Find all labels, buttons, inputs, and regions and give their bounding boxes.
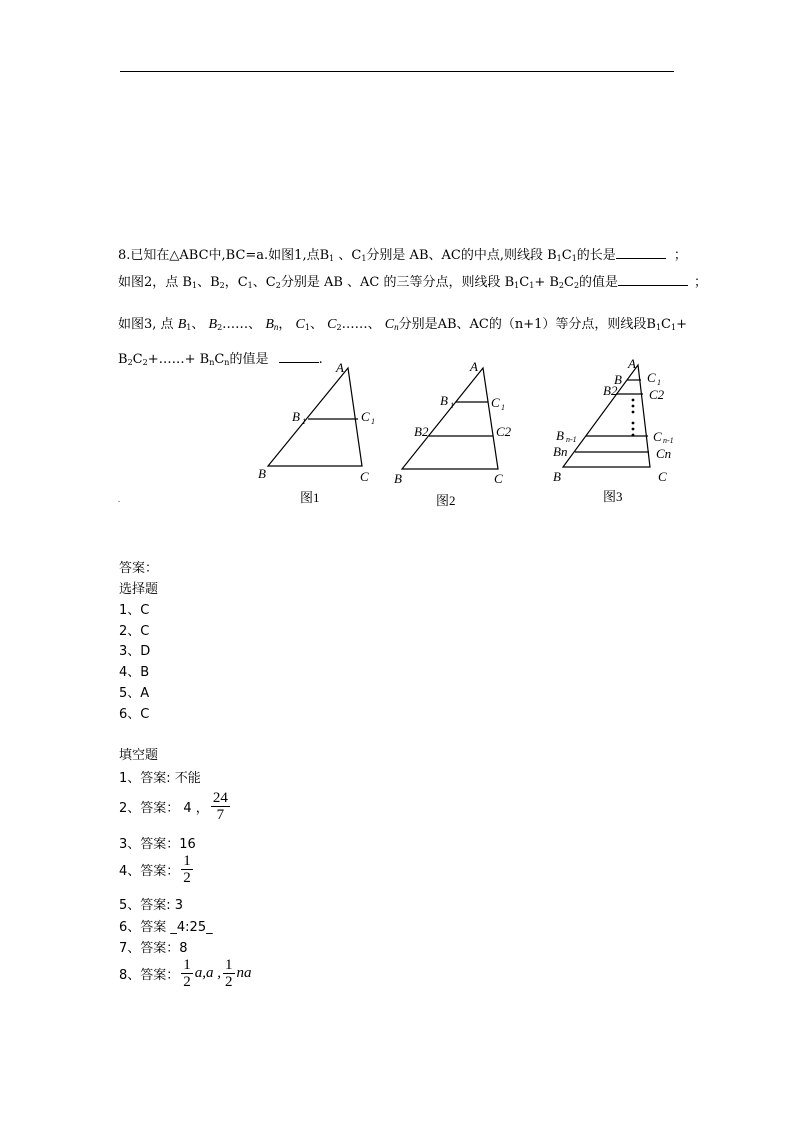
label-a: A (628, 356, 636, 371)
label-b2: B2 (414, 424, 429, 439)
choice-title: 选择题 (119, 582, 159, 597)
answer-blank[interactable] (616, 246, 666, 259)
answer-text: 2、答案： 4 ， (119, 801, 209, 816)
label-c: C (494, 471, 503, 486)
sub: 1 (329, 254, 335, 263)
sub: 1 (514, 281, 520, 290)
sub: 2 (275, 281, 281, 290)
choice-answer: 6、C (119, 707, 150, 722)
sub: 1 (191, 281, 198, 290)
q8-text: C (132, 352, 143, 367)
label-c2: C2 (649, 387, 665, 402)
sub: 1 (571, 254, 577, 263)
sub: 1 (556, 254, 562, 263)
q8-text: + (676, 317, 687, 332)
sub: 2 (217, 323, 223, 332)
q8-text: 的值是 (229, 352, 269, 367)
fill-answer-1: 1、答案: 不能 (119, 771, 201, 786)
fraction (223, 957, 235, 990)
fill-answer-8 (119, 957, 252, 990)
q8-text: 8.已知在△ABC中,BC=a.如图1,点B (118, 248, 330, 263)
sub: n (224, 358, 230, 367)
sub: 1 (247, 281, 253, 290)
label-sub: 1 (657, 378, 661, 387)
choice-answer: 5、A (119, 686, 150, 701)
fig3-dot (632, 405, 635, 408)
q8-text: ……、 (222, 317, 262, 332)
label-a: A (336, 360, 344, 375)
sub: 2 (219, 281, 225, 290)
label-cn1: C (653, 429, 662, 444)
fill-answer-3: 3、答案：16 (119, 837, 196, 852)
q8-text: C (214, 352, 225, 367)
fig3-dot (632, 434, 635, 437)
q8-text: 、 (309, 317, 323, 332)
q8-text: 分别是AB、AC的（n+1）等分点，则线段B (398, 317, 656, 332)
label-cn: Cn (656, 446, 672, 461)
fill-answer-5: 5、答案: 3 (119, 898, 184, 913)
fig3-dot (632, 422, 635, 425)
var-c: C (327, 317, 337, 332)
label-c: C (658, 469, 667, 484)
label-b1: B (614, 372, 622, 387)
fig1-triangle (268, 368, 362, 466)
fill-answer-7: 7、答案：8 (119, 941, 188, 956)
fill-answer-6: 6、答案 _4:25_ (119, 920, 213, 935)
choice-answer: 2、C (119, 624, 150, 639)
fraction (181, 853, 193, 886)
sub: 1 (655, 323, 662, 332)
header-rule (120, 71, 674, 72)
q8-text: 、C (252, 275, 276, 290)
q8-text: 分别是 AB、AC的中点,则线段 B (366, 248, 557, 263)
denominator: 2 (183, 870, 191, 886)
q8-text: ，C (224, 275, 248, 290)
q8-text: 、B (197, 275, 220, 290)
sub: 2 (573, 281, 580, 290)
label-bn: Bn (553, 444, 568, 459)
fig3-dot (632, 399, 635, 402)
label-c: C (360, 469, 369, 484)
label-b: B (394, 471, 402, 486)
var-b: B (265, 317, 274, 332)
numerator: 1 (225, 957, 233, 973)
q8-text: +……+ B (147, 352, 210, 367)
sub: n (273, 322, 279, 332)
sub: 1 (670, 323, 677, 332)
label-b1: B (440, 393, 448, 408)
q8-text: 、C (338, 248, 362, 263)
choice-answer: 4、B (119, 665, 150, 680)
label-b: B (258, 466, 266, 481)
q8-text: ； (673, 248, 687, 263)
denominator: 7 (216, 807, 225, 823)
label-bn1: B (556, 428, 564, 443)
q8-text: 、 (191, 317, 205, 332)
answer-text: 4、答案： (119, 864, 180, 879)
fraction (211, 790, 230, 823)
sub: 2 (336, 323, 342, 332)
q8-text: 的值是 (579, 275, 619, 290)
numerator: 24 (212, 790, 228, 806)
fig3-dot (632, 428, 635, 431)
q8-text: 如图2，点 B (118, 275, 192, 290)
sub: 1 (529, 281, 535, 290)
sub: n (209, 358, 215, 367)
label-sub: 1 (371, 417, 375, 426)
fig3-caption: 图3 (603, 489, 623, 504)
label-c2: C2 (496, 424, 512, 439)
label-c1: C (361, 409, 370, 424)
q8-text: B (118, 352, 128, 367)
sub: 1 (186, 323, 192, 332)
fill-answer-2 (119, 790, 232, 823)
q8-line-3 (118, 313, 687, 333)
var-b: B (208, 317, 218, 332)
fraction (181, 957, 193, 990)
q8-line-1 (118, 244, 687, 263)
denominator: 2 (183, 974, 191, 990)
answer-text: 8、答案： (119, 968, 180, 983)
label-c1: C (647, 370, 656, 385)
q8-text: 的长是 (576, 248, 616, 263)
label-sub: 1 (450, 401, 454, 410)
label-sub: n-1 (663, 436, 674, 445)
q8-text: + B (534, 275, 559, 290)
q8-text: 分别是 AB 、AC 的三等分点，则线段 B (280, 275, 515, 290)
stray-dot: . (118, 495, 120, 504)
choice-answer: 1、C (119, 603, 150, 618)
label-c1: C (491, 395, 500, 410)
q8-text: ， (278, 317, 292, 332)
label-sub: 1 (302, 417, 306, 426)
label-sub: 1 (501, 403, 505, 412)
answer-expr: a,a , (194, 965, 222, 981)
answer-expr: na (236, 965, 252, 981)
denominator: 2 (225, 974, 233, 990)
q8-text: C (561, 248, 572, 263)
numerator: 1 (183, 853, 191, 869)
fig1-caption: 图1 (300, 490, 320, 505)
q8-text: C (563, 275, 574, 290)
q8-text: C (519, 275, 530, 290)
q8-line-2 (118, 271, 707, 290)
fill-title: 填空题 (119, 748, 159, 763)
fig2-triangle (402, 368, 498, 469)
numerator: 1 (183, 957, 191, 973)
label-sub: n-1 (566, 435, 577, 444)
choice-answer: 3、D (119, 644, 151, 659)
q8-text: C (661, 317, 671, 332)
sub: 2 (127, 358, 133, 367)
q8-text: ……、 (341, 317, 381, 332)
fig2-caption: 图2 (436, 493, 456, 508)
var-c: C (295, 317, 305, 332)
label-b1: B (292, 409, 300, 424)
q8-text: ； (694, 275, 708, 290)
label-b: B (553, 469, 561, 484)
q8-text: . (318, 352, 323, 367)
var-c: C (384, 317, 395, 332)
sub: 2 (142, 358, 148, 367)
figures (0, 355, 793, 555)
answer-blank[interactable] (618, 273, 688, 286)
q8-text: 如图3, 点 (118, 317, 174, 332)
sub: 1 (304, 323, 310, 332)
label-a: A (470, 359, 478, 374)
fig3-dot (632, 411, 635, 414)
fill-answer-4 (119, 853, 195, 886)
sub: 2 (558, 281, 564, 290)
label-b2: B2 (603, 383, 618, 398)
sub: 1 (361, 254, 367, 263)
answers-heading: 答案： (119, 561, 159, 576)
var-b: B (177, 317, 187, 332)
sub: n (394, 322, 399, 332)
